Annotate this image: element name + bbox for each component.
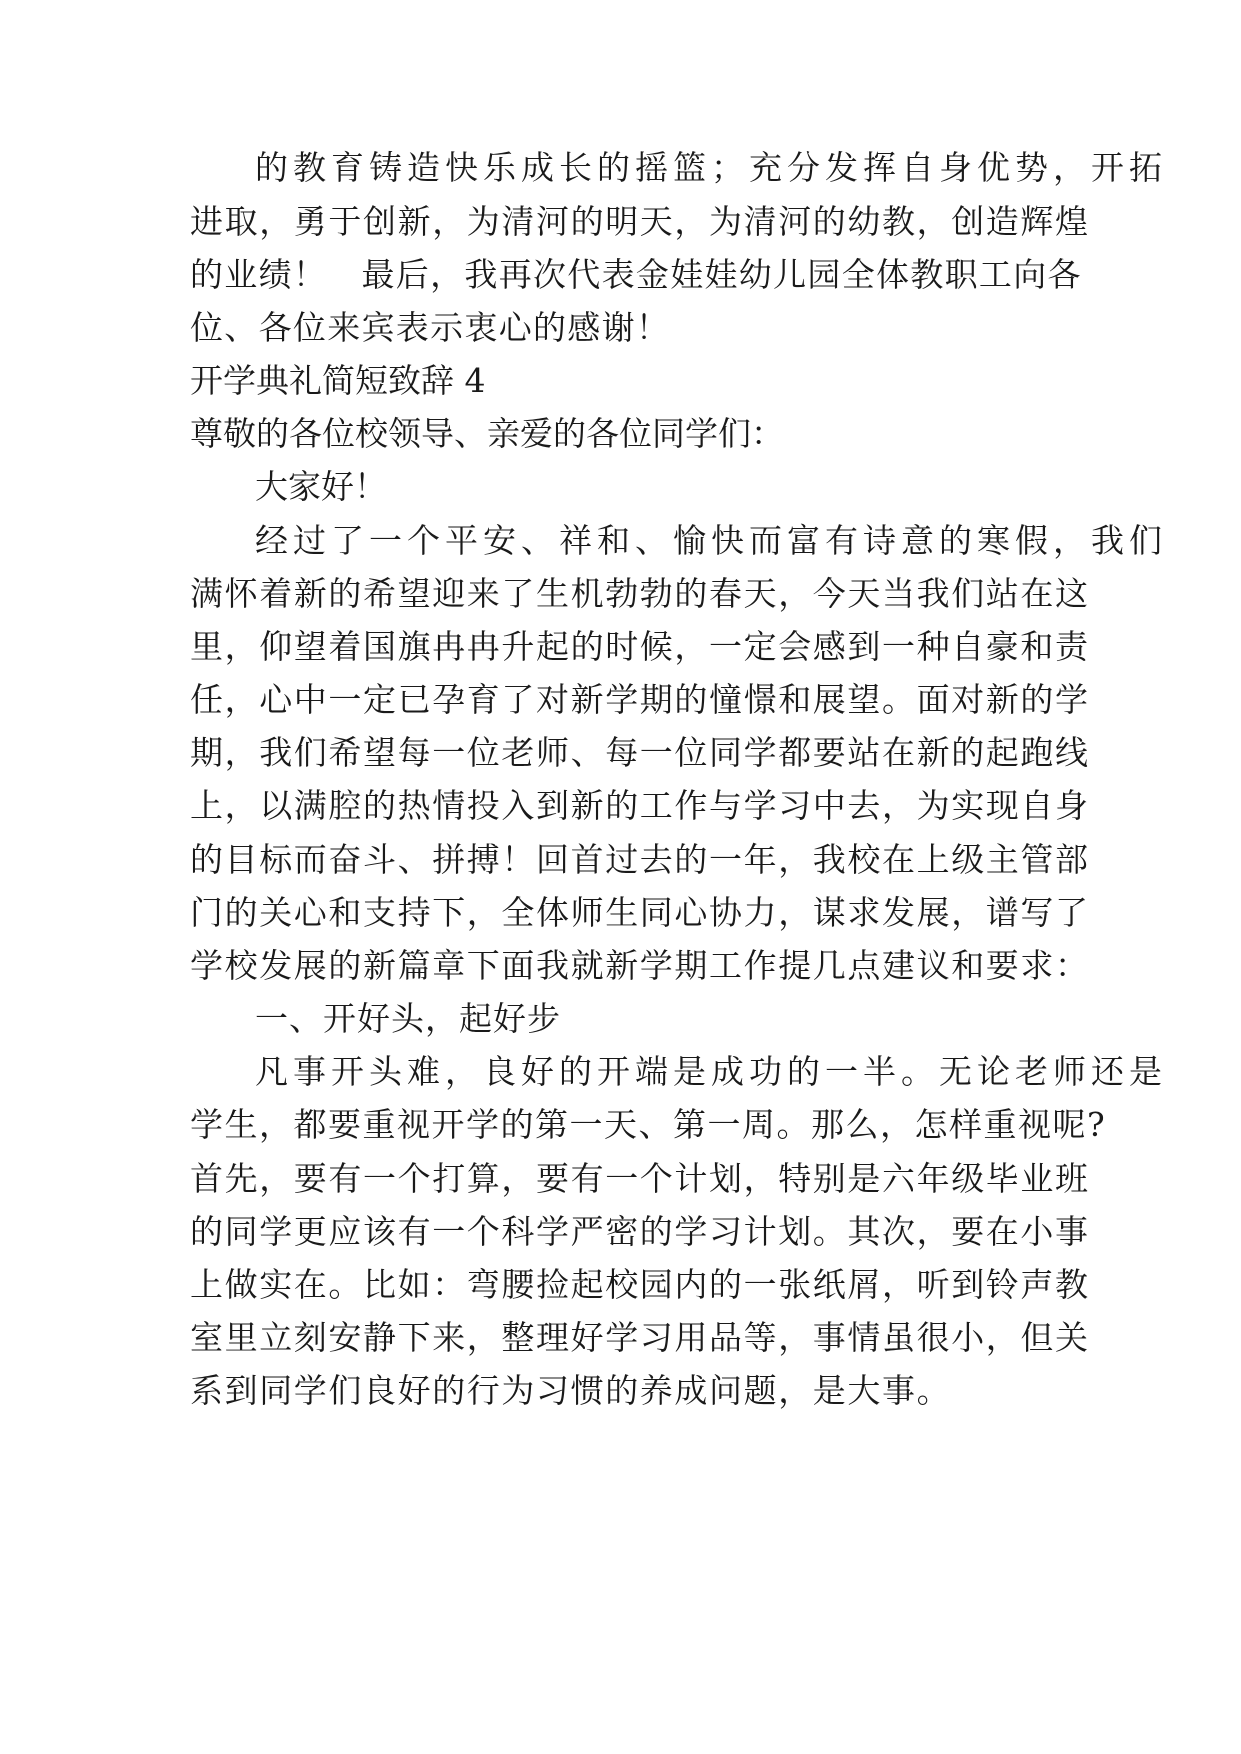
body-line: 的同学更应该有一个科学严密的学习计划。其次，要在小事 [190, 1212, 1090, 1251]
body-line: 位、各位来宾表示衷心的感谢！ [190, 308, 671, 347]
body-line: 上，以满腔的热情投入到新的工作与学习中去，为实现自身 [190, 786, 1090, 825]
greeting-line: 大家好！ [255, 467, 387, 506]
body-line: 经过了一个平安、祥和、愉快而富有诗意的寒假，我们 [255, 521, 1167, 560]
body-line: 进取，勇于创新，为清河的明天，为清河的幼教，创造辉煌 [190, 202, 1090, 241]
body-line: 的教育铸造快乐成长的摇篮；充分发挥自身优势，开拓 [255, 148, 1167, 187]
body-line: 任，心中一定已孕育了对新学期的憧憬和展望。面对新的学 [190, 680, 1090, 719]
body-line: 上做实在。比如：弯腰捡起校园内的一张纸屑，听到铃声教 [190, 1265, 1090, 1304]
body-line: 凡事开头难，良好的开端是成功的一半。无论老师还是 [255, 1052, 1167, 1091]
body-line: 系到同学们良好的行为习惯的养成问题，是大事。 [190, 1371, 952, 1410]
body-line: 期，我们希望每一位老师、每一位同学都要站在新的起跑线 [190, 733, 1090, 772]
section-heading: 开学典礼简短致辞 4 [190, 361, 486, 400]
body-line: 首先，要有一个打算，要有一个计划，特别是六年级毕业班 [190, 1159, 1090, 1198]
body-line: 学生，都要重视开学的第一天、第一周。那么，怎样重视呢? [190, 1105, 1107, 1144]
body-line: 里，仰望着国旗冉冉升起的时候，一定会感到一种自豪和责 [190, 627, 1090, 666]
body-line: 门的关心和支持下，全体师生同心协力，谋求发展，谱写了 [190, 893, 1090, 932]
salutation-line: 尊敬的各位校领导、亲爱的各位同学们： [190, 414, 784, 453]
body-line: 的业绩！ 最后，我再次代表金娃娃幼儿园全体教职工向各 [190, 255, 1082, 294]
body-line: 学校发展的新篇章下面我就新学期工作提几点建议和要求： [190, 946, 1090, 985]
body-line: 的目标而奋斗、拼搏！回首过去的一年，我校在上级主管部 [190, 840, 1090, 879]
subheading-line: 一、开好头，起好步 [255, 999, 561, 1038]
body-line: 满怀着新的希望迎来了生机勃勃的春天，今天当我们站在这 [190, 574, 1090, 613]
body-line: 室里立刻安静下来，整理好学习用品等，事情虽很小，但关 [190, 1318, 1090, 1357]
